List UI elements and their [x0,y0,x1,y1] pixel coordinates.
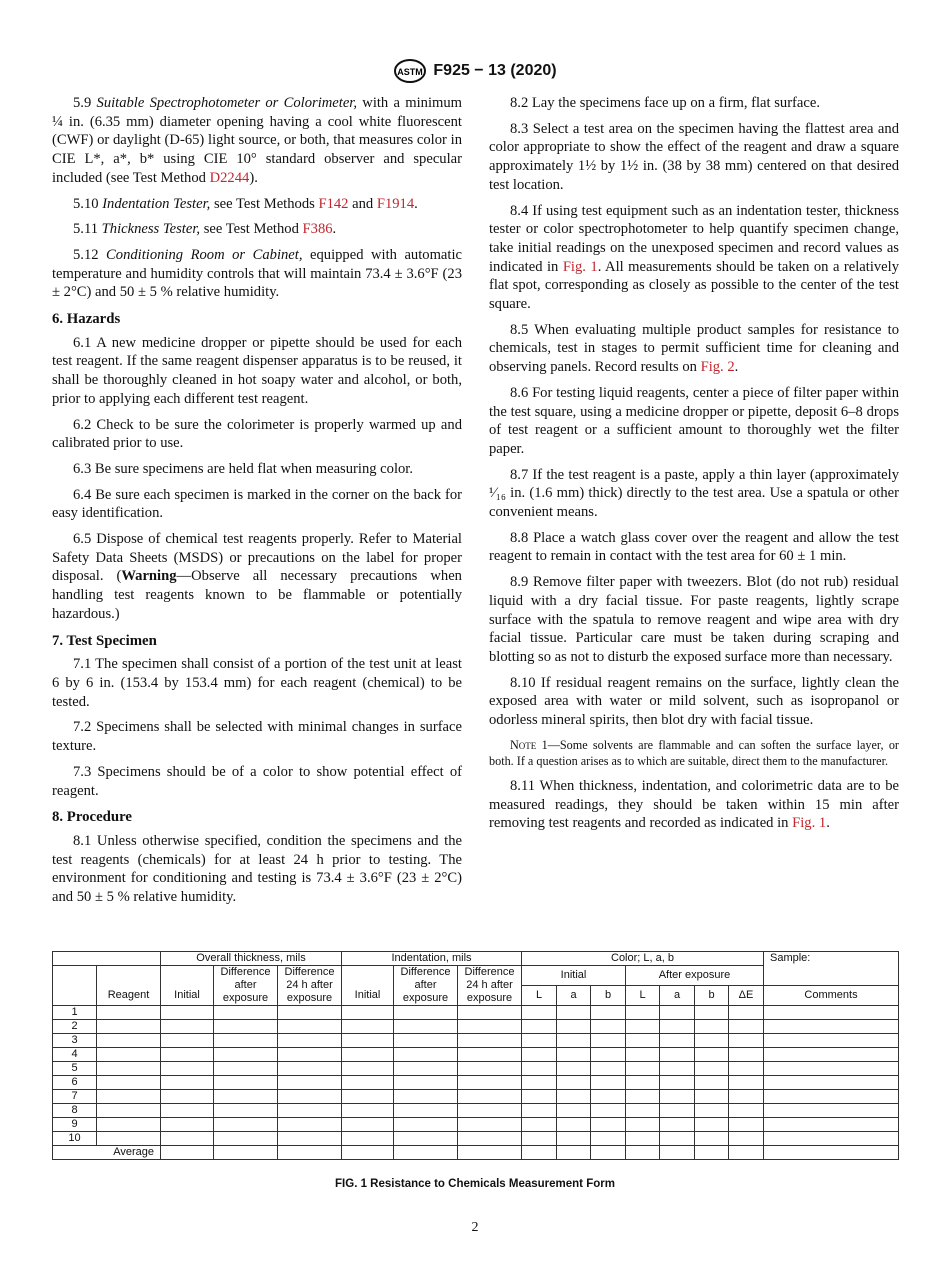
entry-cell[interactable] [342,1076,394,1090]
entry-cell[interactable] [278,1146,342,1160]
entry-cell[interactable] [660,1076,695,1090]
entry-cell[interactable] [458,1020,522,1034]
entry-cell[interactable] [591,1062,626,1076]
entry-cell[interactable] [342,1132,394,1146]
entry-cell[interactable] [278,1090,342,1104]
entry-cell[interactable] [278,1062,342,1076]
subgroup-after: After exposure [626,966,764,986]
col-after-a: a [660,986,695,1006]
col-comments: Comments [764,986,899,1006]
entry-cell[interactable] [729,1146,764,1160]
text: ). [249,169,258,186]
entry-cell[interactable] [695,1104,729,1118]
entry-cell[interactable] [458,1062,522,1076]
entry-cell[interactable] [342,1020,394,1034]
text: with a minimum ¼ in. (6.35 mm) diameter opening having a cool white fluorescent (CWF) or daylight (D-65) light source, or both, that measures color in CIE L*, a*, b* using CIE 10° standard observer and specular included (see Test Method [52,95,462,186]
entry-cell[interactable] [214,1104,278,1118]
entry-cell[interactable] [591,1020,626,1034]
text: 8.3 Select a test area on the specimen having the flattest area and color appropriate to show the effect of the reagent and draw a square approximately 1½ by 1½ in. (38 by 38 mm) centered on that desired test location. [489,120,899,193]
text: equipped with automatic temperature and humidity controls that will maintain 73.4 ± 3.6°F (23 ± 2°C) and 50 ± 5 % relative humidity. [52,246,462,301]
entry-cell[interactable] [660,1146,695,1160]
entry-cell[interactable] [557,1048,591,1062]
entry-cell[interactable] [97,1132,161,1146]
entry-cell[interactable] [764,1048,899,1062]
entry-cell[interactable] [591,1006,626,1020]
col-thickness-initial: Initial [161,966,214,1006]
table-row [53,1132,899,1146]
left-column [52,94,462,914]
group-indentation: Indentation, mils [342,952,522,966]
reference-link[interactable]: Fig. 1 [792,815,827,832]
entry-cell[interactable] [557,1090,591,1104]
row-number-header [53,966,97,1006]
paragraph [52,334,462,409]
astm-logo-icon [393,58,427,84]
entry-cell[interactable] [695,1076,729,1090]
text: 7.2 Specimens shall be selected with minimal changes in surface texture. [52,719,462,755]
entry-cell[interactable] [458,1076,522,1090]
entry-cell[interactable] [522,1076,557,1090]
paragraph [52,655,462,711]
col-initial-a: a [557,986,591,1006]
entry-cell[interactable] [695,1062,729,1076]
entry-cell[interactable] [161,1076,214,1090]
entry-cell[interactable] [626,1062,660,1076]
entry-cell[interactable] [522,1118,557,1132]
entry-cell[interactable] [342,1118,394,1132]
col-initial-b: b [591,986,626,1006]
table-row [53,1048,899,1062]
entry-cell[interactable] [278,1006,342,1020]
entry-cell[interactable] [458,1090,522,1104]
entry-cell[interactable] [591,1118,626,1132]
paragraph [52,832,462,907]
paragraph [489,321,899,377]
entry-cell[interactable] [764,1118,899,1132]
entry-cell[interactable] [695,1118,729,1132]
entry-cell[interactable] [522,1034,557,1048]
text: . [734,359,739,376]
entry-cell[interactable] [660,1048,695,1062]
text: 7.1 The specimen shall consist of a portion of the test unit at least 6 by 6 in. (153.4 by 153.4 mm) for each reagent (chemical) to be tested. [52,656,462,710]
entry-cell[interactable] [626,1034,660,1048]
entry-cell[interactable] [161,1048,214,1062]
entry-cell[interactable] [626,1118,660,1132]
row-label: 9 [53,1118,97,1132]
text: 8.10 If residual reagent remains on the surface, lightly clean the exposed area with water or mild solvent, such as isopropanol or odorless mineral spirits, then blot dry with facial tissue. [489,674,899,729]
entry-cell[interactable] [522,1090,557,1104]
group-thickness: Overall thickness, mils [161,952,342,966]
blank-corner [53,952,161,966]
entry-cell[interactable] [626,1076,660,1090]
entry-cell[interactable] [214,1146,278,1160]
entry-cell[interactable] [764,1132,899,1146]
entry-cell[interactable] [557,1146,591,1160]
svg-text:ASTM: ASTM [397,67,424,77]
entry-cell[interactable] [591,1034,626,1048]
entry-cell[interactable] [458,1048,522,1062]
entry-cell[interactable] [660,1034,695,1048]
text: 8. Procedure [52,809,132,826]
entry-cell[interactable] [522,1048,557,1062]
entry-cell[interactable] [660,1062,695,1076]
entry-cell[interactable] [729,1020,764,1034]
reference-link[interactable]: Fig. 1 [562,258,598,275]
text: 6. Hazards [52,311,121,328]
table-row [53,1020,899,1034]
reference-link[interactable]: F142 [318,195,349,212]
right-column [489,94,899,840]
figure-caption: FIG. 1 Resistance to Chemicals Measurement Form [335,1178,615,1190]
text: . All measurements should be taken on a relatively flat spot, corresponding as closely as possible to the center of the test square. [489,258,900,313]
row-label: 8 [53,1104,97,1118]
entry-cell[interactable] [394,1090,458,1104]
paragraph [489,777,899,833]
entry-cell[interactable] [342,1062,394,1076]
entry-cell[interactable] [557,1118,591,1132]
text: and [348,195,377,212]
entry-cell[interactable] [161,1090,214,1104]
entry-cell[interactable] [458,1118,522,1132]
entry-cell[interactable] [394,1118,458,1132]
entry-cell[interactable] [764,1020,899,1034]
term: Suitable Spectrophotometer or Colorimeter, [96,95,358,111]
entry-cell[interactable] [458,1006,522,1020]
entry-cell[interactable] [278,1034,342,1048]
sample-label: Sample: [764,952,899,986]
entry-cell[interactable] [557,1076,591,1090]
entry-cell[interactable] [161,1132,214,1146]
entry-cell[interactable] [161,1006,214,1020]
entry-cell[interactable] [342,1006,394,1020]
entry-cell[interactable] [764,1006,899,1020]
entry-cell[interactable] [764,1104,899,1118]
table-row [53,1146,899,1160]
table-row [53,1090,899,1104]
text: 5.11 [73,221,102,238]
row-label: 5 [53,1062,97,1076]
entry-cell[interactable] [729,1090,764,1104]
entry-cell[interactable] [214,1048,278,1062]
entry-cell[interactable] [97,1104,161,1118]
entry-cell[interactable] [522,1104,557,1118]
entry-cell[interactable] [97,1118,161,1132]
entry-cell[interactable] [97,1034,161,1048]
text: 6.3 Be sure specimens are held flat when measuring color. [73,460,414,477]
entry-cell[interactable] [161,1104,214,1118]
entry-cell[interactable] [695,1048,729,1062]
paragraph [52,416,462,453]
row-label: 10 [53,1132,97,1146]
row-label: 1 [53,1006,97,1020]
entry-cell[interactable] [394,1006,458,1020]
entry-cell[interactable] [161,1034,214,1048]
paragraph [52,763,462,800]
col-reagent: Reagent [97,966,161,1006]
entry-cell[interactable] [591,1048,626,1062]
entry-cell[interactable] [278,1118,342,1132]
reference-link[interactable]: D2244 [209,169,250,186]
entry-cell[interactable] [214,1076,278,1090]
text: 1—Some solvents are flammable and can soften the surface layer, or both. If a question arises as to which are suitable, direct them to the manufacturer. [489,737,899,769]
table-row [53,1062,899,1076]
text: see Test Methods [210,195,319,212]
col-indent-diff-24h: Difference 24 h after exposure [458,966,522,1006]
average-label: Average [53,1146,161,1160]
text: 8.9 Remove filter paper with tweezers. Blot (do not rub) residual liquid with a dry facial tissue. For paste reagents, lightly scrape surface with the spatula to remove reagent and wipe area with dry facial tissue. Particular care must be taken during scraping and blotting so as not to disturb the exposed surface more than necessary. [489,574,899,665]
entry-cell[interactable] [557,1034,591,1048]
entry-cell[interactable] [97,1006,161,1020]
entry-cell[interactable] [660,1104,695,1118]
col-indent-initial: Initial [342,966,394,1006]
entry-cell[interactable] [214,1062,278,1076]
entry-cell[interactable] [394,1062,458,1076]
row-label: 2 [53,1020,97,1034]
table-row [53,1006,899,1020]
col-initial-L: L [522,986,557,1006]
entry-cell[interactable] [458,1034,522,1048]
entry-cell[interactable] [522,1132,557,1146]
entry-cell[interactable] [764,1076,899,1090]
text: Note [510,737,537,752]
entry-cell[interactable] [278,1020,342,1034]
row-label: 3 [53,1034,97,1048]
table-row [53,1076,899,1090]
text: 7. Test Specimen [52,632,157,649]
entry-cell[interactable] [161,1118,214,1132]
entry-cell[interactable] [394,1104,458,1118]
col-thickness-diff-after: Difference after exposure [214,966,278,1006]
entry-cell[interactable] [161,1062,214,1076]
text: . [332,221,337,238]
entry-cell[interactable] [764,1090,899,1104]
entry-cell[interactable] [626,1090,660,1104]
entry-cell[interactable] [97,1062,161,1076]
paragraph [52,220,462,239]
entry-cell[interactable] [660,1090,695,1104]
entry-cell[interactable] [214,1090,278,1104]
section-heading [52,808,462,827]
entry-cell[interactable] [660,1118,695,1132]
entry-cell[interactable] [97,1048,161,1062]
paragraph [52,486,462,523]
measurement-form-table [52,951,899,1160]
entry-cell[interactable] [695,1146,729,1160]
entry-cell[interactable] [214,1006,278,1020]
entry-cell[interactable] [97,1090,161,1104]
entry-cell[interactable] [695,1006,729,1020]
reference-link[interactable]: F1914 [376,195,415,212]
paragraph [52,246,462,302]
entry-cell[interactable] [342,1146,394,1160]
text: 6.2 Check to be sure the colorimeter is properly warmed up and calibrated prior to use. [52,416,462,452]
entry-cell[interactable] [214,1132,278,1146]
col-delta-e: ΔE [729,986,764,1006]
paragraph [489,94,899,113]
entry-cell[interactable] [626,1146,660,1160]
page-number: 2 [471,1220,479,1235]
col-after-b: b [695,986,729,1006]
paragraph [52,460,462,479]
term: Indentation Tester, [102,195,211,212]
entry-cell[interactable] [394,1034,458,1048]
entry-cell[interactable] [729,1104,764,1118]
entry-cell[interactable] [764,1146,899,1160]
entry-cell[interactable] [278,1048,342,1062]
text: 8.7 If the test reagent is a paste, apply a thin layer (approximately ¹⁄₁₆ in. (1.6 mm) thick) directly to the test area. Use a spatula or other convenient means. [489,466,899,521]
paragraph [489,674,899,730]
paragraph [52,530,462,624]
entry-cell[interactable] [729,1118,764,1132]
entry-cell[interactable] [557,1104,591,1118]
entry-cell[interactable] [214,1118,278,1132]
entry-cell[interactable] [342,1048,394,1062]
text: 6.4 Be sure each specimen is marked in the corner on the back for easy identification. [52,486,462,522]
entry-cell[interactable] [626,1132,660,1146]
entry-cell[interactable] [591,1132,626,1146]
text: 8.8 Place a watch glass cover over the reagent and allow the test reagent to remain in contact with the test area for 60 ± 1 min. [489,529,899,565]
paragraph [489,529,899,566]
entry-cell[interactable] [342,1104,394,1118]
paragraph [52,94,462,188]
entry-cell[interactable] [660,1132,695,1146]
text: 8.1 Unless otherwise specified, condition the specimens and the test reagents (chemicals) for at least 24 h prior to testing. The environment for conditioning and testing is 73.4 ± 3.6°F (23 ± 2°C) and 50 ± 5 % relative humidity. [52,832,462,906]
entry-cell[interactable] [729,1034,764,1048]
text: 6.1 A new medicine dropper or pipette should be used for each test reagent. If the same reagent dispenser apparatus is to be reused, it shall be thoroughly cleaned in hot soapy water and alcohol, or both, prior to applying each different test reagent. [52,334,462,407]
text: 8.5 When evaluating multiple product samples for resistance to chemicals, test in stages to permit sufficient time for cleaning and observing panels. Record results on [489,321,899,376]
note [489,737,899,770]
entry-cell[interactable] [278,1104,342,1118]
entry-cell[interactable] [591,1104,626,1118]
text: 8.4 If using test equipment such as an indentation tester, thickness tester or color spectrophotometer to help quantify specimen change, take initial readings on the unexposed specimen and record values as indicated in [489,202,899,275]
text: 6.5 Dispose of chemical test reagents properly. Refer to Material Safety Data Sheets (MSDS) or precautions on the label for proper disposal. ( [52,531,462,585]
text: 8.6 For testing liquid reagents, center a piece of filter paper within the test square, using a medicine dropper or pipette, deposit 6–8 drops of test reagent or a sufficient amount to thoroughly wet the filter paper. [489,384,899,457]
text: 5.12 [73,246,107,263]
col-thickness-diff-24h: Difference 24 h after exposure [278,966,342,1006]
entry-cell[interactable] [161,1146,214,1160]
entry-cell[interactable] [394,1076,458,1090]
group-color: Color; L, a, b [522,952,764,966]
col-after-L: L [626,986,660,1006]
entry-cell[interactable] [394,1020,458,1034]
text: Warning [121,568,177,585]
entry-cell[interactable] [214,1034,278,1048]
entry-cell[interactable] [729,1132,764,1146]
subgroup-initial: Initial [522,966,626,986]
text: . [414,195,418,212]
entry-cell[interactable] [764,1062,899,1076]
entry-cell[interactable] [97,1076,161,1090]
entry-cell[interactable] [626,1048,660,1062]
entry-cell[interactable] [557,1062,591,1076]
entry-cell[interactable] [522,1020,557,1034]
entry-cell[interactable] [557,1020,591,1034]
text: . [826,815,830,832]
entry-cell[interactable] [695,1090,729,1104]
section-heading [52,310,462,329]
entry-cell[interactable] [458,1132,522,1146]
entry-cell[interactable] [394,1048,458,1062]
section-heading [52,632,462,651]
entry-cell[interactable] [695,1034,729,1048]
term: Thickness Tester, [101,221,201,238]
entry-cell[interactable] [458,1104,522,1118]
entry-cell[interactable] [626,1006,660,1020]
entry-cell[interactable] [557,1132,591,1146]
text: see Test Method [200,221,303,238]
entry-cell[interactable] [729,1006,764,1020]
entry-cell[interactable] [591,1146,626,1160]
entry-cell[interactable] [764,1034,899,1048]
entry-cell[interactable] [278,1132,342,1146]
entry-cell[interactable] [729,1076,764,1090]
entry-cell[interactable] [626,1104,660,1118]
table-row [53,1118,899,1132]
entry-cell[interactable] [591,1090,626,1104]
entry-cell[interactable] [695,1132,729,1146]
text: 5.10 [73,195,103,212]
entry-cell[interactable] [458,1146,522,1160]
text: 8.11 When thickness, indentation, and colorimetric data are to be measured readings, they should be taken within 15 min after removing test reagents and recorded as indicated in [489,777,899,832]
table-row [53,1104,899,1118]
reference-link[interactable]: F386 [302,221,333,238]
text: 8.2 Lay the specimens face up on a firm, flat surface. [510,95,820,111]
paragraph [52,718,462,755]
paragraph [489,384,899,459]
entry-cell[interactable] [695,1020,729,1034]
term: Conditioning Room or Cabinet, [106,246,303,263]
entry-cell[interactable] [214,1020,278,1034]
entry-cell[interactable] [394,1132,458,1146]
entry-cell[interactable] [729,1062,764,1076]
entry-cell[interactable] [626,1020,660,1034]
entry-cell[interactable] [522,1146,557,1160]
entry-cell[interactable] [97,1020,161,1034]
standard-designation: F925 − 13 (2020) [433,62,557,80]
reference-link[interactable]: Fig. 2 [700,359,735,376]
text: 7.3 Specimens should be of a color to show potential effect of reagent. [52,763,462,799]
entry-cell[interactable] [161,1020,214,1034]
paragraph [489,120,899,195]
paragraph [52,195,462,214]
paragraph [489,466,899,522]
col-indent-diff-after: Difference after exposure [394,966,458,1006]
text: —Observe all necessary precautions when handling test reagents known to be flammable or potentially hazardous.) [52,568,462,622]
entry-cell[interactable] [522,1062,557,1076]
table-row [53,1034,899,1048]
entry-cell[interactable] [278,1076,342,1090]
entry-cell[interactable] [394,1146,458,1160]
page-header [0,58,950,84]
entry-cell[interactable] [591,1076,626,1090]
paragraph [489,573,899,667]
entry-cell[interactable] [342,1034,394,1048]
entry-cell[interactable] [729,1048,764,1062]
row-label: 7 [53,1090,97,1104]
paragraph [489,202,899,314]
entry-cell[interactable] [557,1006,591,1020]
text: 5.9 [73,95,97,111]
entry-cell[interactable] [522,1006,557,1020]
row-label: 4 [53,1048,97,1062]
entry-cell[interactable] [660,1006,695,1020]
row-label: 6 [53,1076,97,1090]
entry-cell[interactable] [342,1090,394,1104]
entry-cell[interactable] [660,1020,695,1034]
